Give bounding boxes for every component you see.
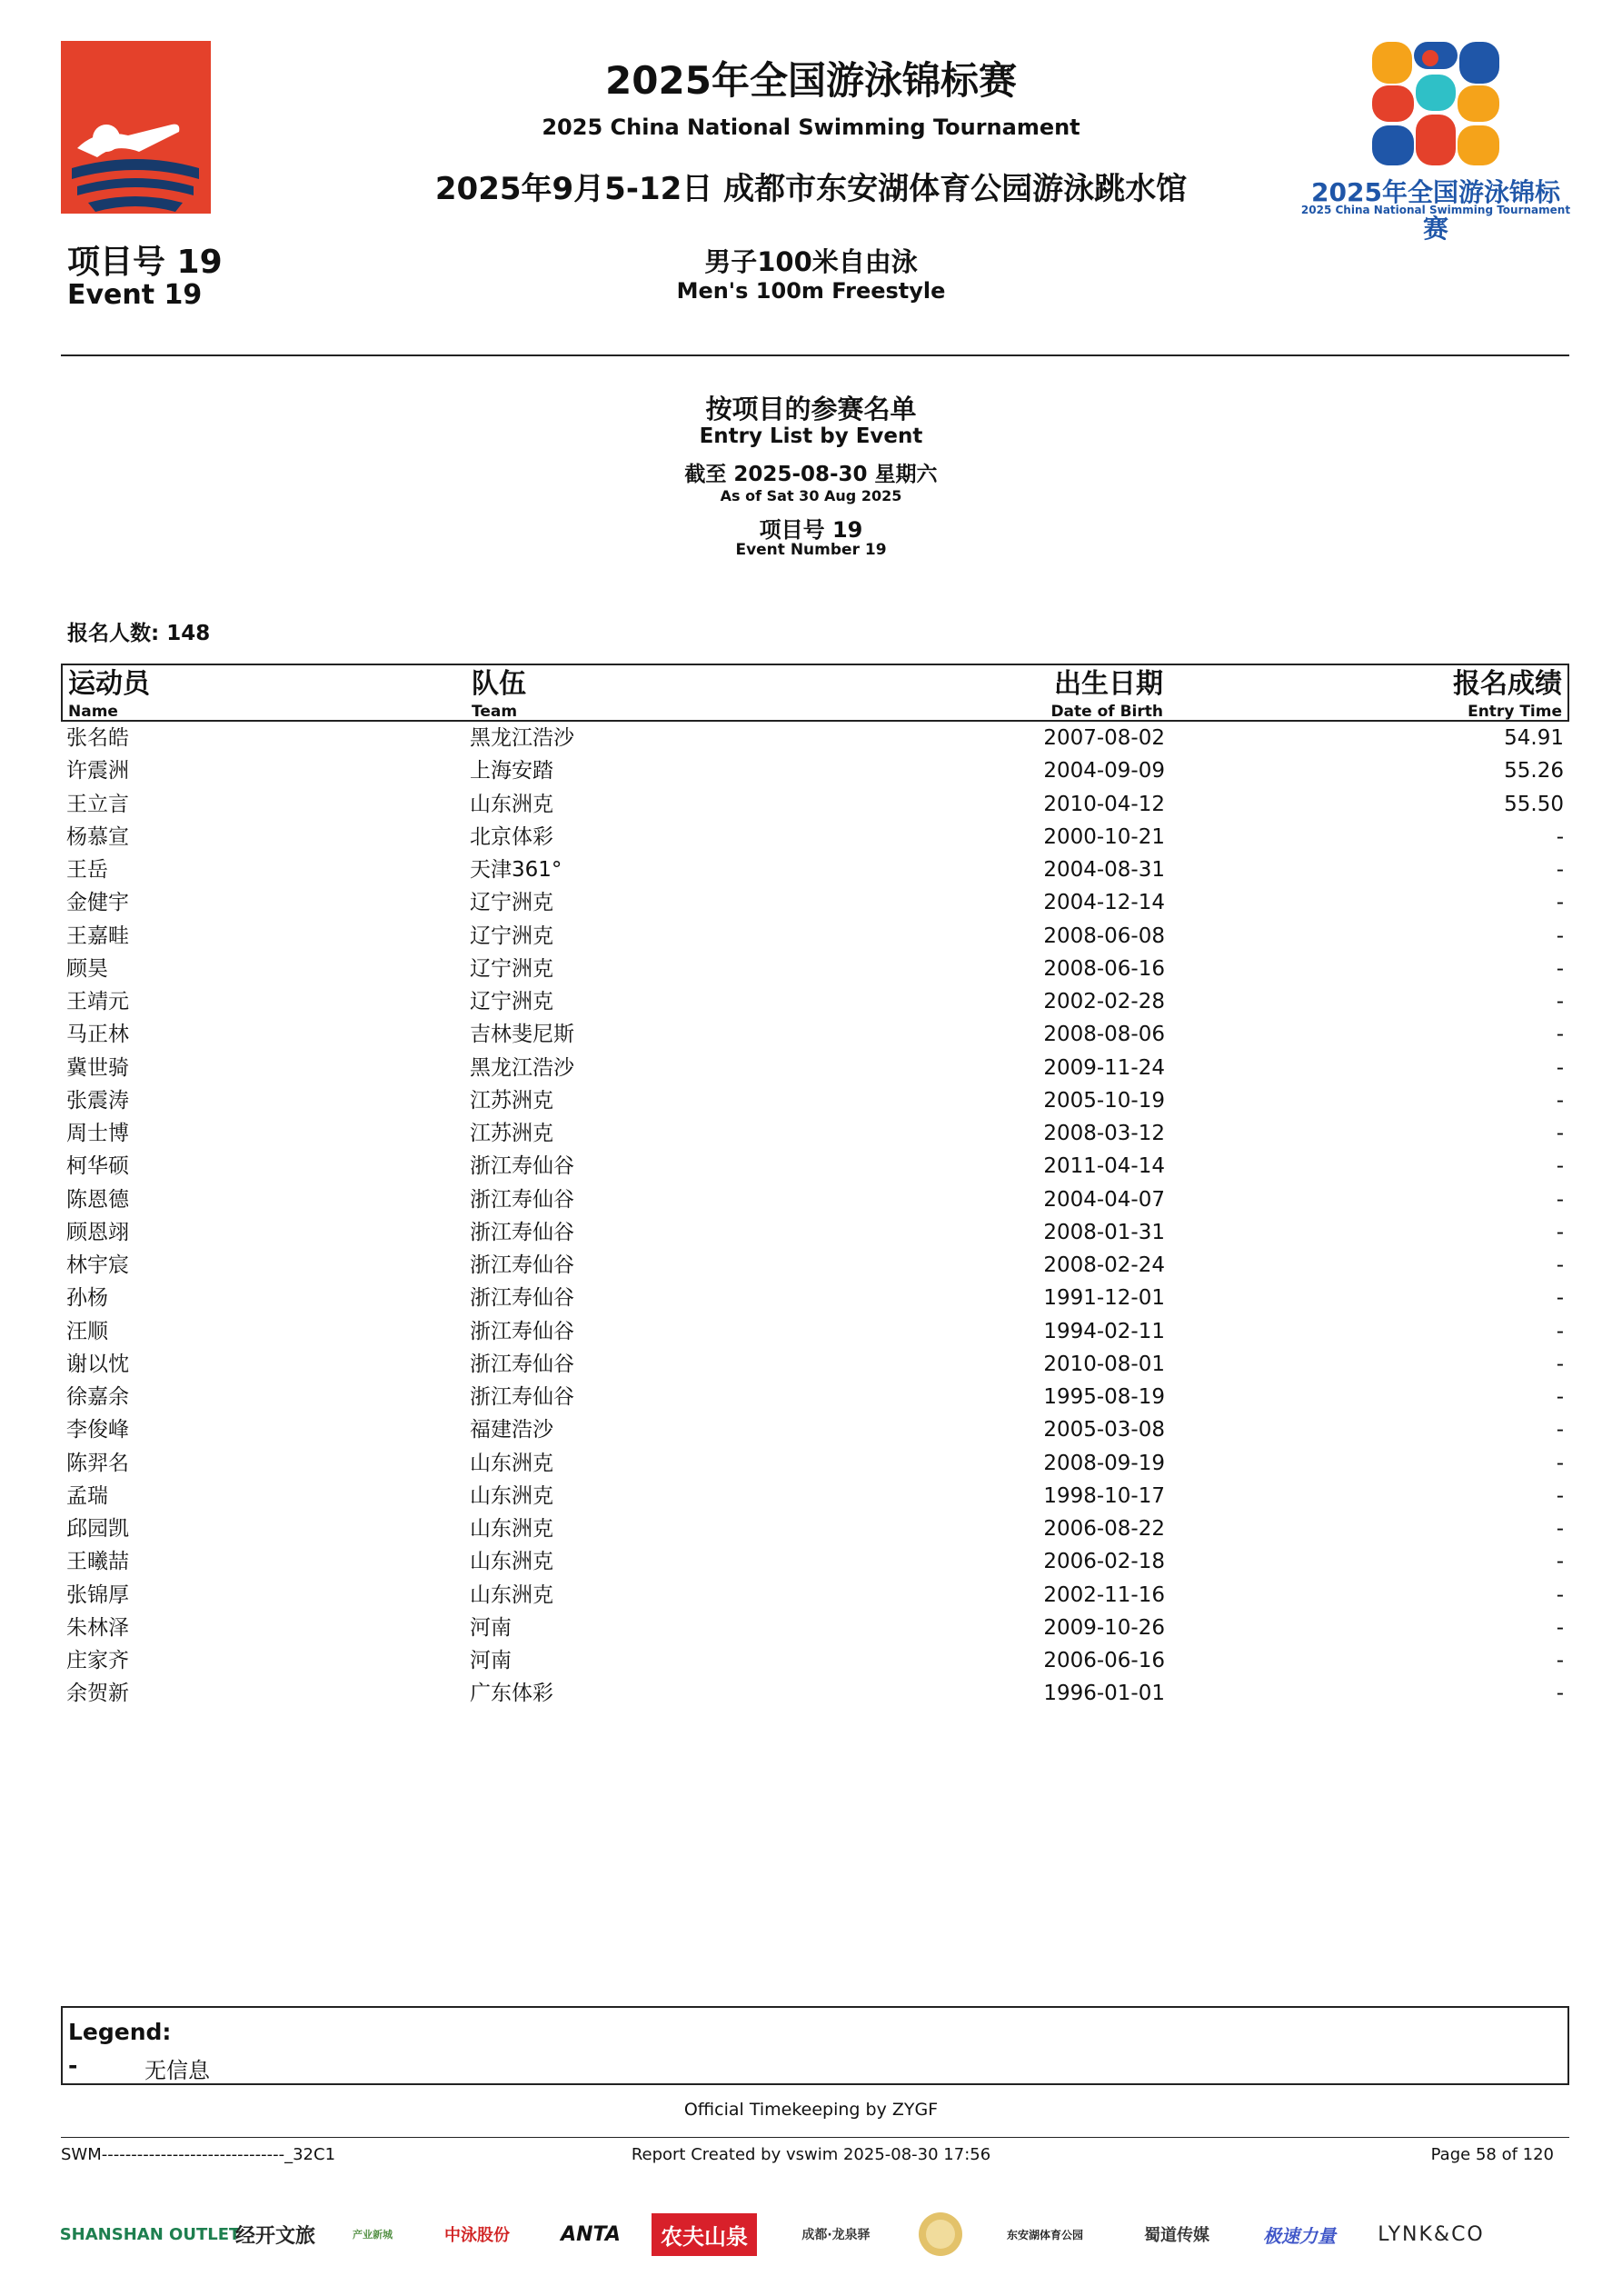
entry-time: 55.26	[1504, 759, 1564, 784]
athlete-name: 朱林泽	[66, 1615, 129, 1640]
table-row	[61, 1348, 1569, 1381]
sponsor-logo: SHANSHAN OUTLET	[59, 2224, 241, 2244]
table-row	[61, 1512, 1569, 1545]
athlete-name: 许震洲	[66, 759, 129, 784]
team-name: 河南	[470, 1649, 512, 1672]
athlete-name: 顾昊	[66, 956, 108, 981]
list-title-en: Entry List by Event	[699, 424, 923, 448]
table-row	[61, 821, 1569, 854]
table-row	[61, 985, 1569, 1018]
table-row	[61, 953, 1569, 985]
report-code: SWM-------------------------------_32C1	[61, 2145, 336, 2164]
team-name: 吉林斐尼斯	[470, 1023, 574, 1047]
event-number-cn: 项目号 19	[67, 244, 223, 281]
table-row	[61, 1052, 1569, 1084]
athlete-name: 金健宇	[66, 891, 129, 915]
sponsor-logo: 中泳股份	[444, 2226, 510, 2245]
sponsor-logo	[650, 2207, 759, 2261]
event-number-label-cn: 项目号 19	[759, 517, 863, 543]
as-of-cn: 截至 2025-08-30 星期六	[684, 463, 938, 486]
athlete-name: 庄家齐	[66, 1649, 129, 1672]
entry-time: -	[1556, 824, 1564, 849]
page-number: Page 58 of 120	[1430, 2145, 1554, 2164]
header-team-en: Team	[472, 703, 518, 721]
entry-time: -	[1556, 1023, 1564, 1047]
date-of-birth: 2008-08-06	[1043, 1023, 1165, 1047]
tournament-title-cn: 2025年全国游泳锦标赛	[605, 58, 1017, 103]
entry-time: -	[1556, 1483, 1564, 1508]
table-row	[61, 1216, 1569, 1249]
entry-time: -	[1556, 891, 1564, 915]
legend-title: Legend:	[68, 2019, 172, 2045]
team-name: 辽宁洲克	[470, 891, 553, 915]
team-name: 辽宁洲克	[470, 923, 553, 948]
entry-time: -	[1556, 1088, 1564, 1113]
footer-divider	[61, 2137, 1569, 2138]
team-name: 浙江寿仙谷	[470, 1253, 574, 1277]
athlete-name: 余贺新	[66, 1682, 129, 1706]
table-row	[61, 1644, 1569, 1677]
date-of-birth: 1991-12-01	[1043, 1286, 1165, 1311]
table-body	[61, 722, 1569, 1711]
brand-title-cn: 2025年全国游泳锦标赛	[1311, 177, 1560, 244]
athlete-name: 林宇宸	[66, 1253, 129, 1277]
date-of-birth: 1995-08-19	[1043, 1385, 1165, 1409]
team-name: 上海安踏	[470, 759, 553, 784]
date-of-birth: 2006-02-18	[1043, 1550, 1165, 1574]
date-of-birth: 2010-04-12	[1043, 792, 1165, 816]
venue-line: 2025年9月5-12日 成都市东安湖体育公园游泳跳水馆	[434, 171, 1188, 207]
header-team-cn: 队伍	[472, 668, 526, 700]
table-row	[61, 1579, 1569, 1612]
event-number-en: Event 19	[67, 279, 203, 311]
date-of-birth: 2005-03-08	[1043, 1418, 1165, 1442]
table-row	[61, 920, 1569, 953]
entry-count: 报名人数: 148	[67, 622, 211, 645]
athlete-name: 陈羿名	[66, 1451, 129, 1475]
team-name: 浙江寿仙谷	[470, 1220, 574, 1244]
entry-time: -	[1556, 1286, 1564, 1311]
team-name: 浙江寿仙谷	[470, 1286, 574, 1311]
athlete-name: 冀世骑	[66, 1055, 129, 1080]
entry-time: -	[1556, 1517, 1564, 1541]
athlete-name: 孙杨	[66, 1286, 108, 1311]
sponsor-logo: 东安湖体育公园	[1006, 2228, 1083, 2241]
entry-table	[61, 664, 1569, 1711]
team-name: 江苏洲克	[470, 1088, 553, 1113]
table-row	[61, 788, 1569, 821]
entry-time: -	[1556, 858, 1564, 882]
team-name: 北京体彩	[470, 824, 553, 849]
table-row	[61, 1480, 1569, 1512]
sponsor-logo: 产业新城	[353, 2229, 393, 2241]
athlete-name: 汪顺	[66, 1319, 108, 1343]
entry-time: -	[1556, 1220, 1564, 1244]
table-row	[61, 1612, 1569, 1644]
date-of-birth: 2007-08-02	[1043, 726, 1165, 750]
date-of-birth: 2005-10-19	[1043, 1088, 1165, 1113]
entry-time: -	[1556, 1451, 1564, 1475]
athlete-name: 孟瑞	[66, 1483, 108, 1508]
sponsor-logo: 极速力量	[1263, 2224, 1336, 2247]
team-name: 浙江寿仙谷	[470, 1154, 574, 1179]
sponsor-logo: 蜀道传媒	[1144, 2226, 1209, 2245]
athlete-name: 邱园凯	[66, 1517, 129, 1541]
header-name-cn: 运动员	[68, 668, 150, 700]
entry-time: -	[1556, 956, 1564, 981]
header-time-cn: 报名成绩	[1453, 668, 1562, 700]
team-name: 浙江寿仙谷	[470, 1385, 574, 1409]
date-of-birth: 2004-08-31	[1043, 858, 1165, 882]
entry-time: -	[1556, 923, 1564, 948]
date-of-birth: 2004-12-14	[1043, 891, 1165, 915]
athlete-name: 谢以忱	[66, 1352, 129, 1376]
athlete-name: 周士博	[66, 1122, 129, 1145]
table-row	[61, 1413, 1569, 1446]
table-row	[61, 1381, 1569, 1413]
table-row	[61, 886, 1569, 919]
sponsor-emblem	[913, 2207, 968, 2261]
table-row	[61, 1545, 1569, 1578]
table-row	[61, 1249, 1569, 1282]
date-of-birth: 2008-02-24	[1043, 1253, 1165, 1277]
table-row	[61, 1018, 1569, 1051]
date-of-birth: 2006-08-22	[1043, 1517, 1165, 1541]
date-of-birth: 2009-10-26	[1043, 1615, 1165, 1640]
athlete-name: 马正林	[66, 1023, 129, 1047]
date-of-birth: 2008-01-31	[1043, 1220, 1165, 1244]
table-row	[61, 1447, 1569, 1480]
athlete-name: 张震涛	[66, 1088, 129, 1113]
header-divider	[61, 354, 1569, 356]
athlete-name: 张名皓	[66, 726, 129, 750]
table-row	[61, 854, 1569, 886]
entry-time: -	[1556, 1550, 1564, 1574]
date-of-birth: 2002-02-28	[1043, 990, 1165, 1013]
header-name-en: Name	[68, 703, 118, 721]
team-name: 天津361°	[470, 858, 562, 882]
team-name: 浙江寿仙谷	[470, 1319, 574, 1343]
athlete-name: 陈恩德	[66, 1187, 129, 1212]
team-name: 浙江寿仙谷	[470, 1187, 574, 1212]
athlete-name: 徐嘉余	[66, 1385, 129, 1409]
team-name: 浙江寿仙谷	[470, 1352, 574, 1376]
team-name: 山东洲克	[470, 1483, 553, 1508]
date-of-birth: 2008-06-16	[1043, 956, 1165, 981]
entry-time: -	[1556, 990, 1564, 1013]
team-name: 辽宁洲克	[470, 956, 553, 981]
entry-time: -	[1556, 1187, 1564, 1212]
brand-title-en: 2025 China National Swimming Tournament	[1300, 204, 1571, 216]
date-of-birth: 2011-04-14	[1043, 1154, 1165, 1179]
sponsor-logo: ANTA	[561, 2222, 621, 2246]
team-name: 江苏洲克	[470, 1122, 553, 1145]
date-of-birth: 2002-11-16	[1043, 1582, 1165, 1607]
legend-description: 无信息	[144, 2058, 210, 2083]
team-name: 福建浩沙	[470, 1418, 553, 1442]
sponsor-logo-text: 农夫山泉	[652, 2213, 757, 2256]
legend-symbol: -	[68, 2052, 78, 2079]
entry-time: -	[1556, 1615, 1564, 1640]
entry-time: -	[1556, 1582, 1564, 1607]
table-row	[61, 1084, 1569, 1117]
athlete-name: 柯华硕	[66, 1154, 129, 1179]
team-name: 黑龙江浩沙	[470, 1055, 574, 1080]
date-of-birth: 2008-06-08	[1043, 923, 1165, 948]
table-header	[61, 664, 1569, 722]
date-of-birth: 2000-10-21	[1043, 824, 1165, 849]
table-row	[61, 1677, 1569, 1710]
team-name: 山东洲克	[470, 792, 553, 816]
table-row	[61, 1150, 1569, 1183]
entry-time: -	[1556, 1055, 1564, 1080]
team-name: 河南	[470, 1615, 512, 1640]
table-row	[61, 754, 1569, 787]
athlete-name: 杨慕宣	[66, 824, 129, 849]
timekeeping-note: Official Timekeeping by ZYGF	[683, 2100, 939, 2120]
table-row	[61, 1183, 1569, 1216]
event-number-label-en: Event Number 19	[735, 541, 887, 559]
team-name: 辽宁洲克	[470, 990, 553, 1013]
table-row	[61, 1117, 1569, 1150]
team-name: 广东体彩	[470, 1682, 553, 1706]
athlete-name: 王嘉畦	[66, 923, 129, 948]
entry-time: 55.50	[1504, 792, 1564, 816]
entry-time: -	[1556, 1649, 1564, 1672]
entry-time: -	[1556, 1385, 1564, 1409]
race-title-en: Men's 100m Freestyle	[676, 278, 946, 304]
date-of-birth: 1998-10-17	[1043, 1483, 1165, 1508]
team-name: 山东洲克	[470, 1550, 553, 1574]
header-dob-cn: 出生日期	[1054, 668, 1163, 700]
entry-time: -	[1556, 1122, 1564, 1145]
entry-time: 54.91	[1504, 726, 1564, 750]
sponsor-logo: LYNK&CO	[1378, 2222, 1485, 2246]
date-of-birth: 2009-11-24	[1043, 1055, 1165, 1080]
tournament-title-en: 2025 China National Swimming Tournament	[542, 115, 1080, 140]
race-title-cn: 男子100米自由泳	[704, 246, 918, 277]
list-title-cn: 按项目的参赛名单	[705, 394, 917, 424]
team-name: 山东洲克	[470, 1517, 553, 1541]
athlete-name: 王岳	[66, 858, 108, 882]
team-name: 山东洲克	[470, 1582, 553, 1607]
date-of-birth: 2004-09-09	[1043, 759, 1165, 784]
date-of-birth: 2010-08-01	[1043, 1352, 1165, 1376]
team-name: 山东洲克	[470, 1451, 553, 1475]
date-of-birth: 1996-01-01	[1043, 1682, 1165, 1706]
entry-time: -	[1556, 1682, 1564, 1706]
entry-time: -	[1556, 1352, 1564, 1376]
table-row	[61, 1315, 1569, 1348]
table-row	[61, 1282, 1569, 1314]
date-of-birth: 1994-02-11	[1043, 1319, 1165, 1343]
legend-box	[61, 2006, 1569, 2085]
entry-time: -	[1556, 1154, 1564, 1179]
entry-time: -	[1556, 1253, 1564, 1277]
athlete-name: 王曦喆	[66, 1550, 129, 1574]
athlete-name: 李俊峰	[66, 1418, 129, 1442]
athlete-name: 顾恩翊	[66, 1220, 129, 1244]
date-of-birth: 2008-09-19	[1043, 1451, 1165, 1475]
athlete-name: 王靖元	[66, 990, 129, 1013]
date-of-birth: 2006-06-16	[1043, 1649, 1165, 1672]
date-of-birth: 2004-04-07	[1043, 1187, 1165, 1212]
entry-time: -	[1556, 1418, 1564, 1442]
date-of-birth: 2008-03-12	[1043, 1122, 1165, 1145]
sponsor-logo: 经开文旅	[234, 2224, 315, 2248]
table-row	[61, 722, 1569, 754]
as-of-en: As of Sat 30 Aug 2025	[720, 487, 902, 504]
team-name: 黑龙江浩沙	[470, 726, 574, 750]
entry-time: -	[1556, 1319, 1564, 1343]
header-time-en: Entry Time	[1468, 703, 1562, 721]
header-dob-en: Date of Birth	[1050, 703, 1163, 721]
sponsor-strip	[59, 2207, 1545, 2261]
sponsor-logo: 成都·龙泉驿	[801, 2228, 871, 2242]
athlete-name: 张锦厚	[66, 1582, 129, 1607]
report-created: Report Created by vswim 2025-08-30 17:56	[631, 2145, 991, 2164]
athlete-name: 王立言	[66, 792, 129, 816]
